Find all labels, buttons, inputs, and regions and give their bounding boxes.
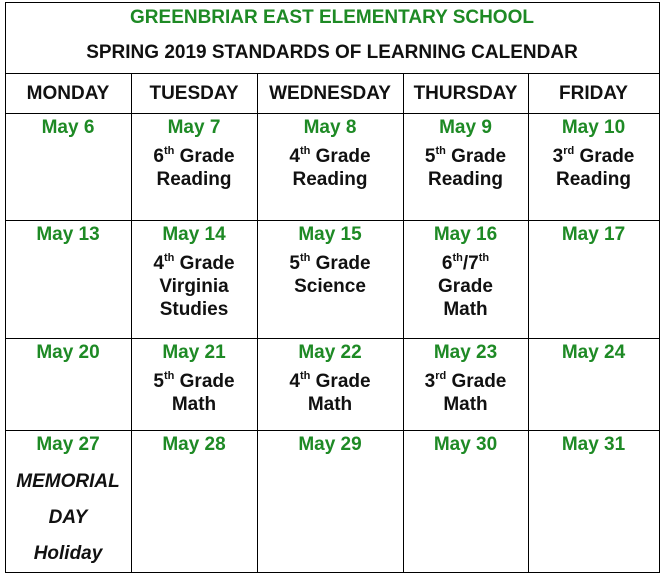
- event-line: [257, 145, 403, 168]
- event-text: Reading: [556, 169, 631, 190]
- event-text: 3: [552, 146, 564, 167]
- event-text: 5: [289, 253, 300, 274]
- event-text: Grade: [438, 276, 493, 297]
- event-text: Reading: [156, 169, 232, 190]
- event-line: [528, 145, 659, 168]
- event-text: Grade: [174, 253, 235, 274]
- event-text: Math: [443, 394, 488, 415]
- cell-date: May 22: [298, 342, 362, 363]
- event-line: [403, 370, 528, 393]
- cell-date: May 10: [561, 117, 626, 138]
- event-line: [131, 145, 257, 168]
- event-line: [131, 370, 257, 393]
- day-header-friday: FRIDAY: [559, 83, 628, 104]
- holiday-label: [5, 464, 131, 572]
- event-text: 4: [289, 146, 300, 167]
- calendar-cell: [5, 338, 131, 430]
- ordinal-suffix: th: [452, 251, 463, 264]
- ordinal-suffix: th: [163, 144, 175, 157]
- cell-date: May 6: [41, 117, 95, 138]
- sol-test-event: [257, 370, 403, 416]
- border-right: [659, 2, 660, 573]
- ordinal-suffix: th: [163, 369, 175, 382]
- calendar-cell: [403, 338, 528, 430]
- calendar-cell: [528, 113, 659, 220]
- event-text: Math: [443, 299, 488, 320]
- event-text: Grade: [445, 146, 507, 167]
- calendar-cell: [403, 220, 528, 338]
- cell-date: May 7: [167, 117, 221, 138]
- event-line: [528, 168, 659, 191]
- event-text: Math: [307, 394, 353, 415]
- event-text: /7: [462, 253, 479, 274]
- calendar-cell: [403, 430, 528, 572]
- event-text: Math: [171, 394, 217, 415]
- cell-date: May 24: [561, 342, 626, 363]
- cell-date: May 27: [36, 434, 100, 455]
- cell-date: May 9: [439, 117, 492, 138]
- sol-test-event: [403, 145, 528, 191]
- event-text: Studies: [159, 299, 229, 320]
- ordinal-suffix: rd: [563, 144, 575, 157]
- event-text: 6: [153, 146, 164, 167]
- event-text: Grade: [174, 146, 235, 167]
- cell-date: May 16: [433, 224, 498, 245]
- day-header-thursday: THURSDAY: [413, 83, 518, 104]
- cell-date: May 29: [298, 434, 362, 455]
- event-text: 4: [153, 253, 164, 274]
- event-text: Grade: [310, 371, 371, 392]
- sol-test-event: [131, 252, 257, 321]
- event-line: [403, 275, 528, 298]
- calendar-cell: [5, 220, 131, 338]
- event-line: [403, 252, 528, 275]
- cell-date: May 31: [561, 434, 626, 455]
- sol-test-event: [131, 370, 257, 416]
- grid-hline: [5, 572, 660, 573]
- calendar-cell: [257, 113, 403, 220]
- sol-test-event: [403, 252, 528, 321]
- cell-date: May 13: [36, 224, 100, 245]
- sol-test-event: [257, 145, 403, 191]
- calendar-cell: [257, 338, 403, 430]
- calendar-title: SPRING 2019 STANDARDS OF LEARNING CALENDAR: [86, 42, 578, 63]
- event-text: 6: [441, 253, 453, 274]
- event-text: Reading: [428, 169, 503, 190]
- calendar-cell: [528, 220, 659, 338]
- event-text: Grade: [446, 371, 507, 392]
- event-line: [131, 252, 257, 275]
- event-text: 5: [153, 371, 164, 392]
- ordinal-suffix: th: [435, 144, 446, 157]
- event-line: [257, 393, 403, 416]
- cell-date: May 21: [162, 342, 226, 363]
- event-line: [403, 393, 528, 416]
- day-header-monday: MONDAY: [26, 83, 110, 104]
- cell-date: May 15: [298, 224, 362, 245]
- calendar-cell: [5, 113, 131, 220]
- event-line: [257, 275, 403, 298]
- ordinal-suffix: rd: [435, 369, 447, 382]
- event-line: [131, 393, 257, 416]
- holiday-line: MEMORIAL: [16, 471, 120, 492]
- calendar-cell: [257, 220, 403, 338]
- cell-date: May 8: [303, 117, 357, 138]
- calendar-cell: [403, 113, 528, 220]
- cell-date: May 28: [162, 434, 226, 455]
- calendar-cell: [528, 338, 659, 430]
- calendar-cell: [131, 430, 257, 572]
- event-line: [257, 168, 403, 191]
- calendar-cell: [131, 338, 257, 430]
- sol-test-event: [403, 370, 528, 416]
- calendar-cell: [131, 113, 257, 220]
- day-header-wednesday: WEDNESDAY: [269, 83, 391, 104]
- event-line: [403, 298, 528, 321]
- event-text: 3: [424, 371, 436, 392]
- event-line: [257, 252, 403, 275]
- ordinal-suffix: th: [299, 251, 311, 264]
- event-text: Science: [294, 276, 366, 297]
- school-name: GREENBRIAR EAST ELEMENTARY SCHOOL: [130, 7, 534, 28]
- event-text: Grade: [574, 146, 635, 167]
- ordinal-suffix: th: [478, 251, 490, 264]
- cell-date: May 30: [433, 434, 498, 455]
- ordinal-suffix: th: [299, 144, 311, 157]
- calendar-cell: [528, 430, 659, 572]
- event-line: [257, 370, 403, 393]
- event-line: [403, 145, 528, 168]
- holiday-line: Holiday: [33, 543, 103, 564]
- event-text: 5: [424, 146, 436, 167]
- sol-test-event: [131, 145, 257, 191]
- event-text: Grade: [310, 253, 371, 274]
- event-text: 4: [289, 371, 300, 392]
- cell-date: May 20: [36, 342, 100, 363]
- event-line: [131, 298, 257, 321]
- calendar-cell: [131, 220, 257, 338]
- event-text: Virginia: [159, 276, 229, 297]
- holiday-line: DAY: [48, 507, 88, 528]
- event-text: Grade: [174, 371, 235, 392]
- sol-test-event: [528, 145, 659, 191]
- day-header-tuesday: TUESDAY: [149, 83, 239, 104]
- event-line: [131, 168, 257, 191]
- event-line: [403, 168, 528, 191]
- calendar-cell: [5, 430, 131, 572]
- sol-test-event: [257, 252, 403, 298]
- calendar-cell: [257, 430, 403, 572]
- ordinal-suffix: th: [163, 251, 175, 264]
- ordinal-suffix: th: [299, 369, 311, 382]
- cell-date: May 14: [162, 224, 226, 245]
- event-text: Grade: [310, 146, 371, 167]
- cell-date: May 17: [561, 224, 626, 245]
- cell-date: May 23: [433, 342, 498, 363]
- event-text: Reading: [292, 169, 368, 190]
- border-top: [5, 2, 660, 3]
- event-line: [131, 275, 257, 298]
